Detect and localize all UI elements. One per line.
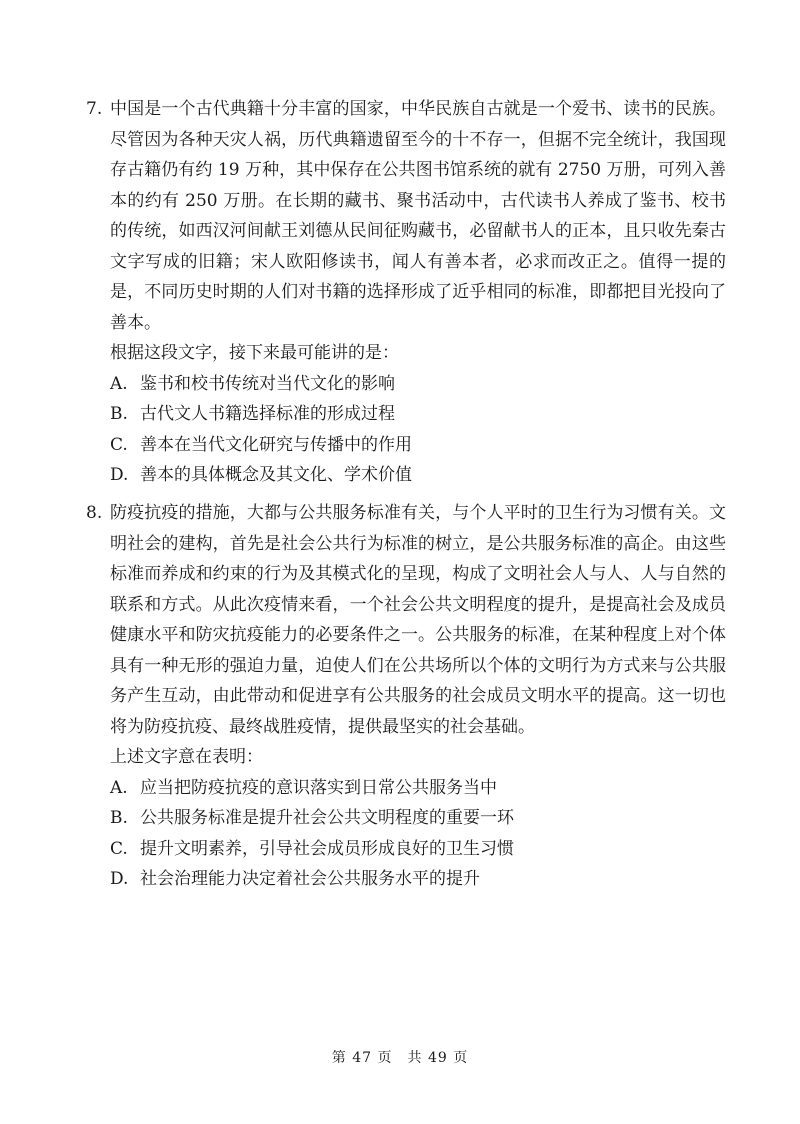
option-c bbox=[110, 430, 726, 461]
option-text: 古代文人书籍选择标准的形成过程 bbox=[140, 404, 395, 424]
option-a bbox=[110, 369, 726, 400]
question-stem: 防疫抗疫的措施，大都与公共服务标准有关，与个人平时的卫生行为习惯有关。文明社会的建构，首先是社会公共行为标准的树立，是公共服务标准的高企。由这些标准而养成和约束的行为及其模式化的呈现，构成了文明社会人与人、人与自然的联系和方式。从此次疫情来看，一个社会公共文明程度的提升，是提高社会及成员健康水平和防灾抗疫能力的必要条件之一。公共服务的标准，在某种程度上对个体具有一种无形的强迫力量，迫使人们在公共场所以个体的文明行为方式来与公共服务产生互动，由此带动和促进享有公共服务的社会成员文明水平的提高。这一切也将为防疫抗疫、最终战胜疫情，提供最坚实的社会基础。 bbox=[110, 503, 726, 737]
option-letter: B. bbox=[110, 404, 128, 424]
option-text: 应当把防疫抗疫的意识落实到日常公共服务当中 bbox=[140, 777, 497, 798]
question-prompt: 上述文字意在表明： bbox=[110, 747, 263, 767]
page-footer: 第 47 页 共 49 页 bbox=[331, 1050, 469, 1066]
question-7 bbox=[86, 94, 726, 491]
option-letter: C. bbox=[110, 838, 128, 859]
option-letter: D. bbox=[110, 869, 129, 889]
option-c bbox=[110, 834, 726, 865]
question-prompt: 根据这段文字，接下来最可能讲的是： bbox=[110, 343, 399, 363]
option-letter: A. bbox=[110, 373, 128, 394]
option-text: 鉴书和校书传统对当代文化的影响 bbox=[140, 373, 395, 394]
question-stem: 中国是一个古代典籍十分丰富的国家，中华民族自古就是一个爱书、读书的民族。尽管因为各种天灾人祸，历代典籍遗留至今的十不存一，但据不完全统计，我国现存古籍仍有约 19 万种，其中保存在公共图书馆系统的就有 2750 万册，可列入善本的约有 250 万册。在长期的藏书、聚书活动中，古代读书人养成了鉴书、校书的传统，如西汉河间献王刘德从民间征购藏书，必留献书人的正本，且只收先秦古文字写成的旧籍；宋人欧阳修读书，闻人有善本者，必求而改正之。值得一提的是，不同历史时期的人们对书籍的选择形成了近乎相同的标准，即都把目光投向了善本。 bbox=[110, 99, 726, 333]
option-text: 善本在当代文化研究与传播中的作用 bbox=[140, 434, 412, 455]
question-number: 8. bbox=[86, 503, 103, 523]
option-d bbox=[110, 460, 726, 491]
option-letter: B. bbox=[110, 808, 128, 828]
question-8 bbox=[86, 498, 726, 895]
option-text: 提升文明素养，引导社会成员形成良好的卫生习惯 bbox=[140, 838, 514, 859]
option-d bbox=[110, 864, 726, 895]
option-a bbox=[110, 773, 726, 804]
option-b bbox=[110, 399, 726, 430]
option-letter: C. bbox=[110, 434, 128, 455]
option-letter: A. bbox=[110, 777, 128, 798]
option-letter: D. bbox=[110, 465, 129, 485]
option-b bbox=[110, 803, 726, 834]
question-number: 7. bbox=[86, 99, 103, 119]
option-text: 善本的具体概念及其文化、学术价值 bbox=[140, 465, 412, 485]
option-text: 社会治理能力决定着社会公共服务水平的提升 bbox=[140, 869, 480, 889]
option-text: 公共服务标准是提升社会公共文明程度的重要一环 bbox=[140, 808, 514, 828]
